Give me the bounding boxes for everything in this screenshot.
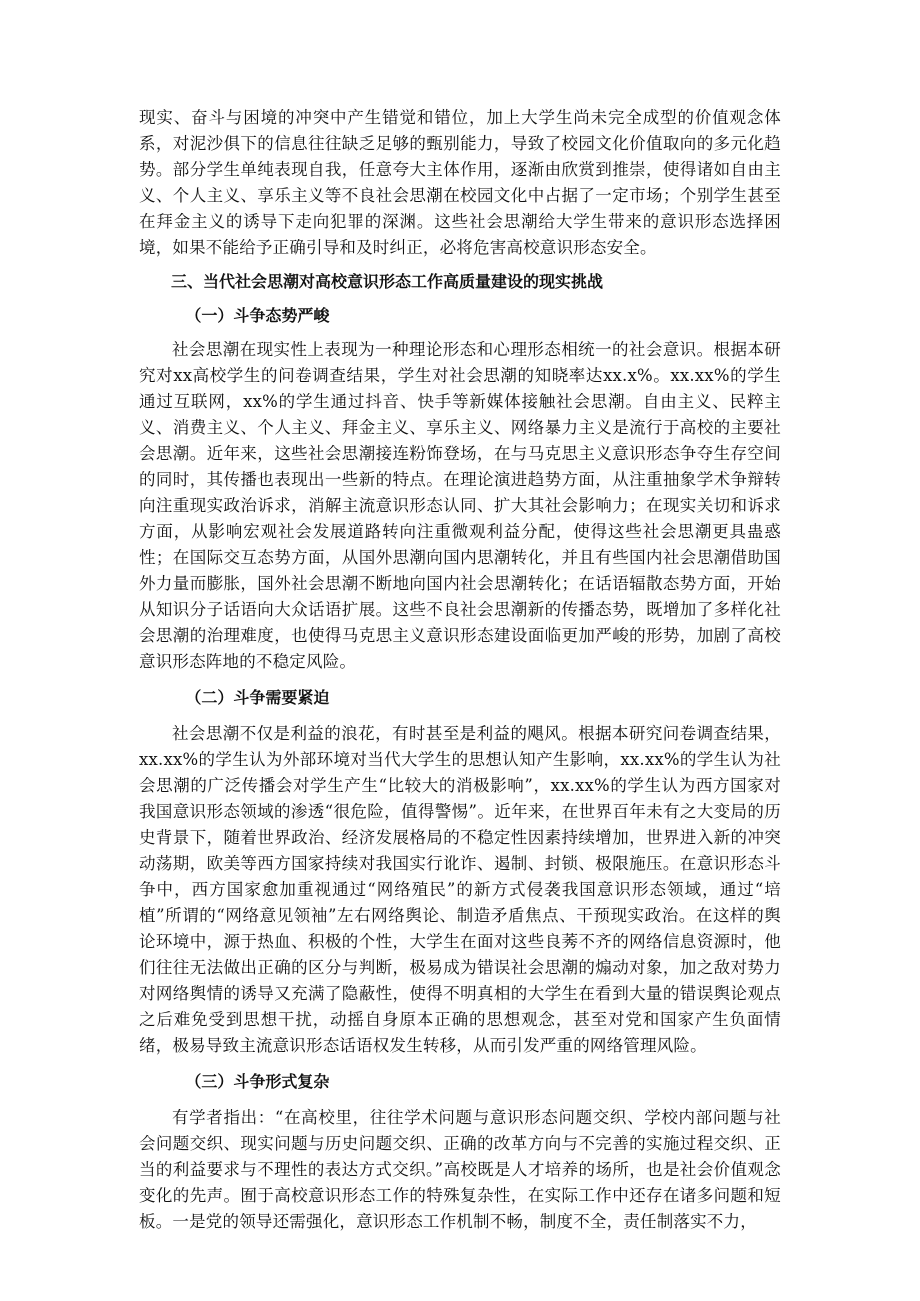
subsection-heading-1: （一）斗争态势严峻 [185,306,330,325]
intro-paragraph: 现实、奋斗与困境的冲突中产生错觉和错位，加上大学生尚未完全成型的价值观念体系，对泥沙俱下的信息往往缺乏足够的甄别能力，导致了校园文化价值取向的多元化趋势。部分学生单纯表现自我，任意夸大主体作用，逐渐由欣赏到推崇，使得诸如自由主义、个人主义、享乐主义等不良社会思潮在校园文化中占据了一定市场；个别学生甚至在拜金主义的诱导下走向犯罪的深渊。这些社会思潮给大学生带来的意识形态选择困境，如果不能给予正确引导和及时纠正，必将危害高校意识形态安全。 [139,108,781,257]
subsection-heading-3: （三）斗争形式复杂 [185,1072,330,1091]
subsection-paragraph-2: 社会思潮不仅是利益的浪花，有时甚至是利益的飓风。根据本研究问卷调查结果，xx.xx%的学生认为外部环境对当代大学生的思想认知产生影响，xx.xx%的学生认为社会思潮的广泛传播会对学生产生“比较大的消极影响”，xx.xx%的学生认为西方国家对我国意识形态领域的渗透“很危险，值得警惕”。近年来，在世界百年未有之大变局的历史背景下，随着世界政治、经济发展格局的不稳定性因素持续增加，世界进入新的冲突动荡期，欧美等西方国家持续对我国实行讹诈、遏制、封锁、极限施压。在意识形态斗争中，西方国家愈加重视通过“网络殖民”的新方式侵袭我国意识形态领域，通过“培植”所谓的“网络意见领袖”左右网络舆论、制造矛盾焦点、干预现实政治。在这样的舆论环境中，源于热血、积极的个性，大学生在面对这些良莠不齐的网络信息资源时，他们往往无法做出正确的区分与判断，极易成为错误社会思潮的煽动对象，加之敌对势力对网络舆情的诱导又充满了隐蔽性，使得不明真相的大学生在看到大量的错误舆论观点之后难免受到思想干扰，动摇自身原本正确的思想观念，甚至对党和国家产生负面情绪，极易导致主流意识形态话语权发生转移，从而引发严重的网络管理风险。 [139,724,781,1055]
subsection-paragraph-3: 有学者指出：“在高校里，往往学术问题与意识形态问题交织、学校内部问题与社会问题交织、现实问题与历史问题交织、正确的改革方向与不完善的实施过程交织、正当的利益要求与不理性的表达方式交织。”高校既是人才培养的场所，也是社会价值观念变化的先声。囿于高校意识形态工作的特殊复杂性，在实际工作中还存在诸多问题和短板。一是党的领导还需强化，意识形态工作机制不畅，制度不全，责任制落实不力， [139,1108,781,1231]
subsection-paragraph-1: 社会思潮在现实性上表现为一种理论形态和心理形态相统一的社会意识。根据本研究对xx高校学生的问卷调查结果，学生对社会思潮的知晓率达xx.x%。xx.xx%的学生通过互联网，xx%的学生通过抖音、快手等新媒体接触社会思潮。自由主义、民粹主义、消费主义、个人主义、拜金主义、享乐主义、网络暴力主义是流行于高校的主要社会思潮。近年来，这些社会思潮接连粉饰登场，在与马克思主义意识形态争夺生存空间的同时，其传播也表现出一些新的特点。在理论演进趋势方面，从注重抽象学术争辩转向注重现实政治诉求，消解主流意识形态认同、扩大其社会影响力；在现实关切和诉求方面，从影响宏观社会发展道路转向注重微观利益分配，使得这些社会思潮更具蛊惑性；在国际交互态势方面，从国外思潮向国内思潮转化，并且有些国内社会思潮借助国外力量而膨胀，国外社会思潮不断地向国内社会思潮转化；在话语辐散态势方面，开始从知识分子话语向大众话语扩展。这些不良社会思潮新的传播态势，既增加了多样化社会思潮的治理难度，也使得马克思主义意识形态建设面临更加严峻的形势，加剧了高校意识形态阵地的不稳定风险。 [139,340,781,671]
subsection-heading-2: （二）斗争需要紧迫 [185,688,330,707]
section-heading: 三、当代社会思潮对高校意识形态工作高质量建设的现实挑战 [171,272,604,291]
